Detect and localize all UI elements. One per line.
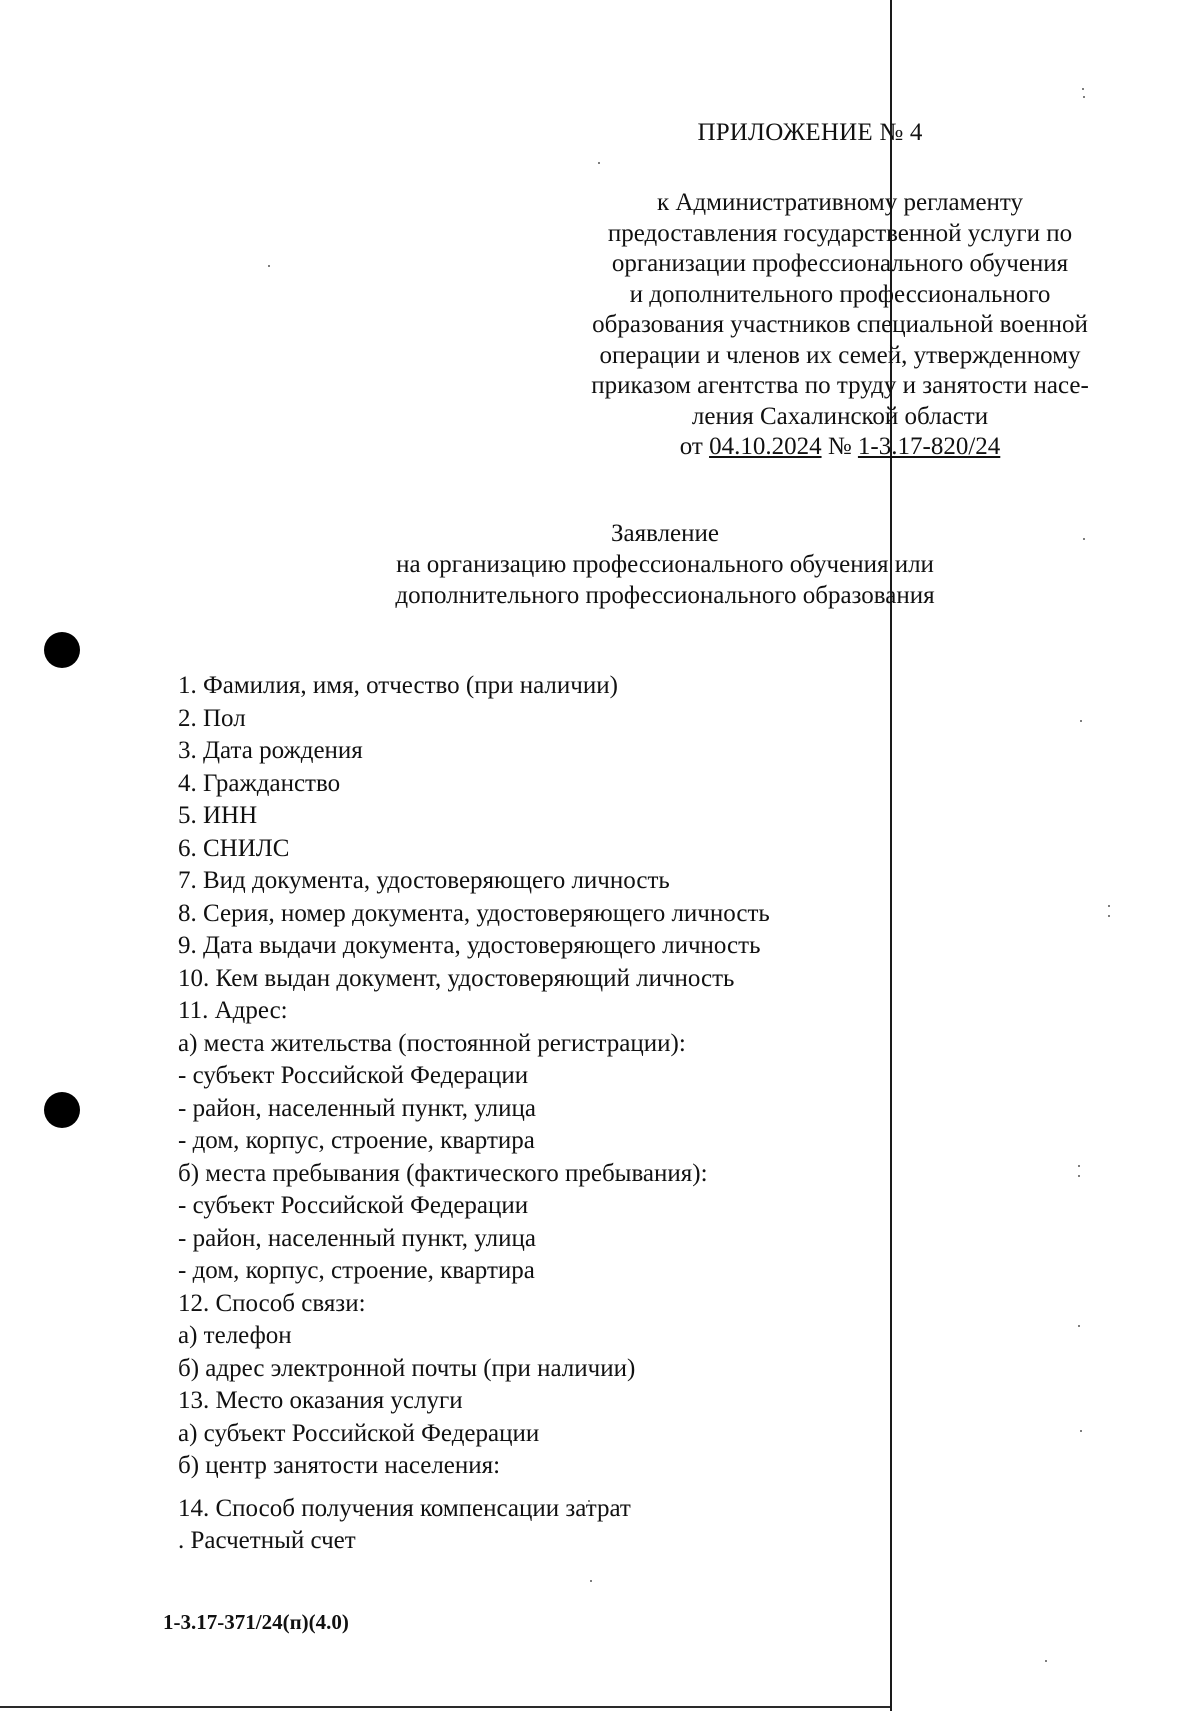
scan-speck xyxy=(1108,905,1110,907)
scan-speck xyxy=(1083,96,1085,98)
form-field-item: 14. Способ получения компенсации затрат xyxy=(178,1494,631,1522)
scan-speck xyxy=(1108,915,1110,917)
form-field-item: 3. Дата рождения xyxy=(178,737,363,764)
order-number: 1-3.17-820/24 xyxy=(857,433,1001,460)
form-field-item: 7. Вид документа, удостоверяющего личность xyxy=(178,867,670,894)
form-field-item: 13. Место оказания услуги xyxy=(178,1387,463,1414)
document-code: 1-3.17-371/24(п)(4.0) xyxy=(163,1610,349,1634)
form-field-item: 2. Пол xyxy=(178,704,246,732)
appendix-title: ПРИЛОЖЕНИЕ № 4 xyxy=(697,119,923,146)
statement-subtitle-line: на организацию профессионального обучения или xyxy=(396,551,934,578)
scan-speck xyxy=(590,1580,592,1582)
form-field-item: б) адрес электронной почты (при наличии) xyxy=(178,1354,636,1382)
approval-line: организации профессионального обучения xyxy=(611,250,1069,277)
punch-hole-bottom xyxy=(44,1092,80,1128)
approval-date-line xyxy=(540,432,1140,463)
approval-block xyxy=(540,188,1140,463)
scan-speck xyxy=(268,265,270,267)
form-field-item: - субъект Российской Федерации xyxy=(178,1062,529,1089)
scan-speck xyxy=(1080,1430,1082,1432)
date-prefix: от xyxy=(679,433,710,460)
form-field-item: - субъект Российской Федерации xyxy=(178,1192,529,1219)
scan-speck xyxy=(1045,1660,1047,1662)
form-field-item: 10. Кем выдан документ, удостоверяющий личность xyxy=(178,964,735,992)
order-date: 04.10.2024 xyxy=(709,433,822,460)
approval-line: операции и членов их семей, утвержденному xyxy=(599,341,1081,369)
scan-speck xyxy=(1078,1325,1080,1327)
form-field-item: 4. Гражданство xyxy=(178,769,341,797)
form-field-item: - дом, корпус, строение, квартира xyxy=(178,1127,535,1154)
punch-hole-top xyxy=(44,632,80,668)
form-field-item: - район, населенный пункт, улица xyxy=(178,1224,537,1252)
form-field-item: 12. Способ связи: xyxy=(178,1289,366,1317)
form-field-item: - дом, корпус, строение, квартира xyxy=(178,1257,535,1284)
form-field-item: - район, населенный пункт, улица xyxy=(178,1094,537,1122)
form-field-item: 5. ИНН xyxy=(178,802,258,829)
form-field-item: 1. Фамилия, имя, отчество (при наличии) xyxy=(178,672,618,699)
approval-line: ления Сахалинской области xyxy=(691,402,989,430)
form-field-item: а) телефон xyxy=(178,1322,292,1349)
scan-speck xyxy=(1080,720,1082,722)
scan-speck xyxy=(1082,88,1084,90)
form-field-item: 6. СНИЛС xyxy=(178,834,290,862)
form-field-item: 8. Серия, номер документа, удостоверяющего личность xyxy=(178,899,770,927)
scan-speck xyxy=(1078,1165,1080,1167)
approval-line: приказом агентства по труду и занятости насе- xyxy=(591,372,1089,399)
scan-artifact-bottom-line xyxy=(0,1706,890,1708)
statement-title-block xyxy=(300,518,1030,611)
approval-line: и дополнительного профессионального xyxy=(629,280,1051,308)
scan-speck xyxy=(1078,1175,1080,1177)
form-field-item: а) места жительства (постоянной регистрации): xyxy=(178,1029,686,1057)
number-prefix: № xyxy=(821,433,858,460)
form-field-item: 9. Дата выдачи документа, удостоверяющего личность xyxy=(178,932,761,959)
statement-subtitle-line: дополнительного профессионального образования xyxy=(395,582,935,609)
scan-speck xyxy=(1083,538,1085,540)
form-field-item: б) места пребывания (фактического пребывания): xyxy=(178,1159,708,1187)
approval-line: образования участников специальной военной xyxy=(592,311,1088,338)
form-field-item: 11. Адрес: xyxy=(178,997,288,1024)
statement-title: Заявление xyxy=(610,520,720,547)
form-field-item: а) субъект Российской Федерации xyxy=(178,1419,540,1447)
form-fields-list xyxy=(178,670,878,1558)
form-field-item: б) центр занятости населения: xyxy=(178,1452,501,1479)
scan-speck xyxy=(598,162,600,164)
approval-line: к Административному регламенту xyxy=(656,189,1024,216)
approval-line: предоставления государственной услуги по xyxy=(607,219,1073,247)
form-field-item: . Расчетный счет xyxy=(178,1527,356,1554)
